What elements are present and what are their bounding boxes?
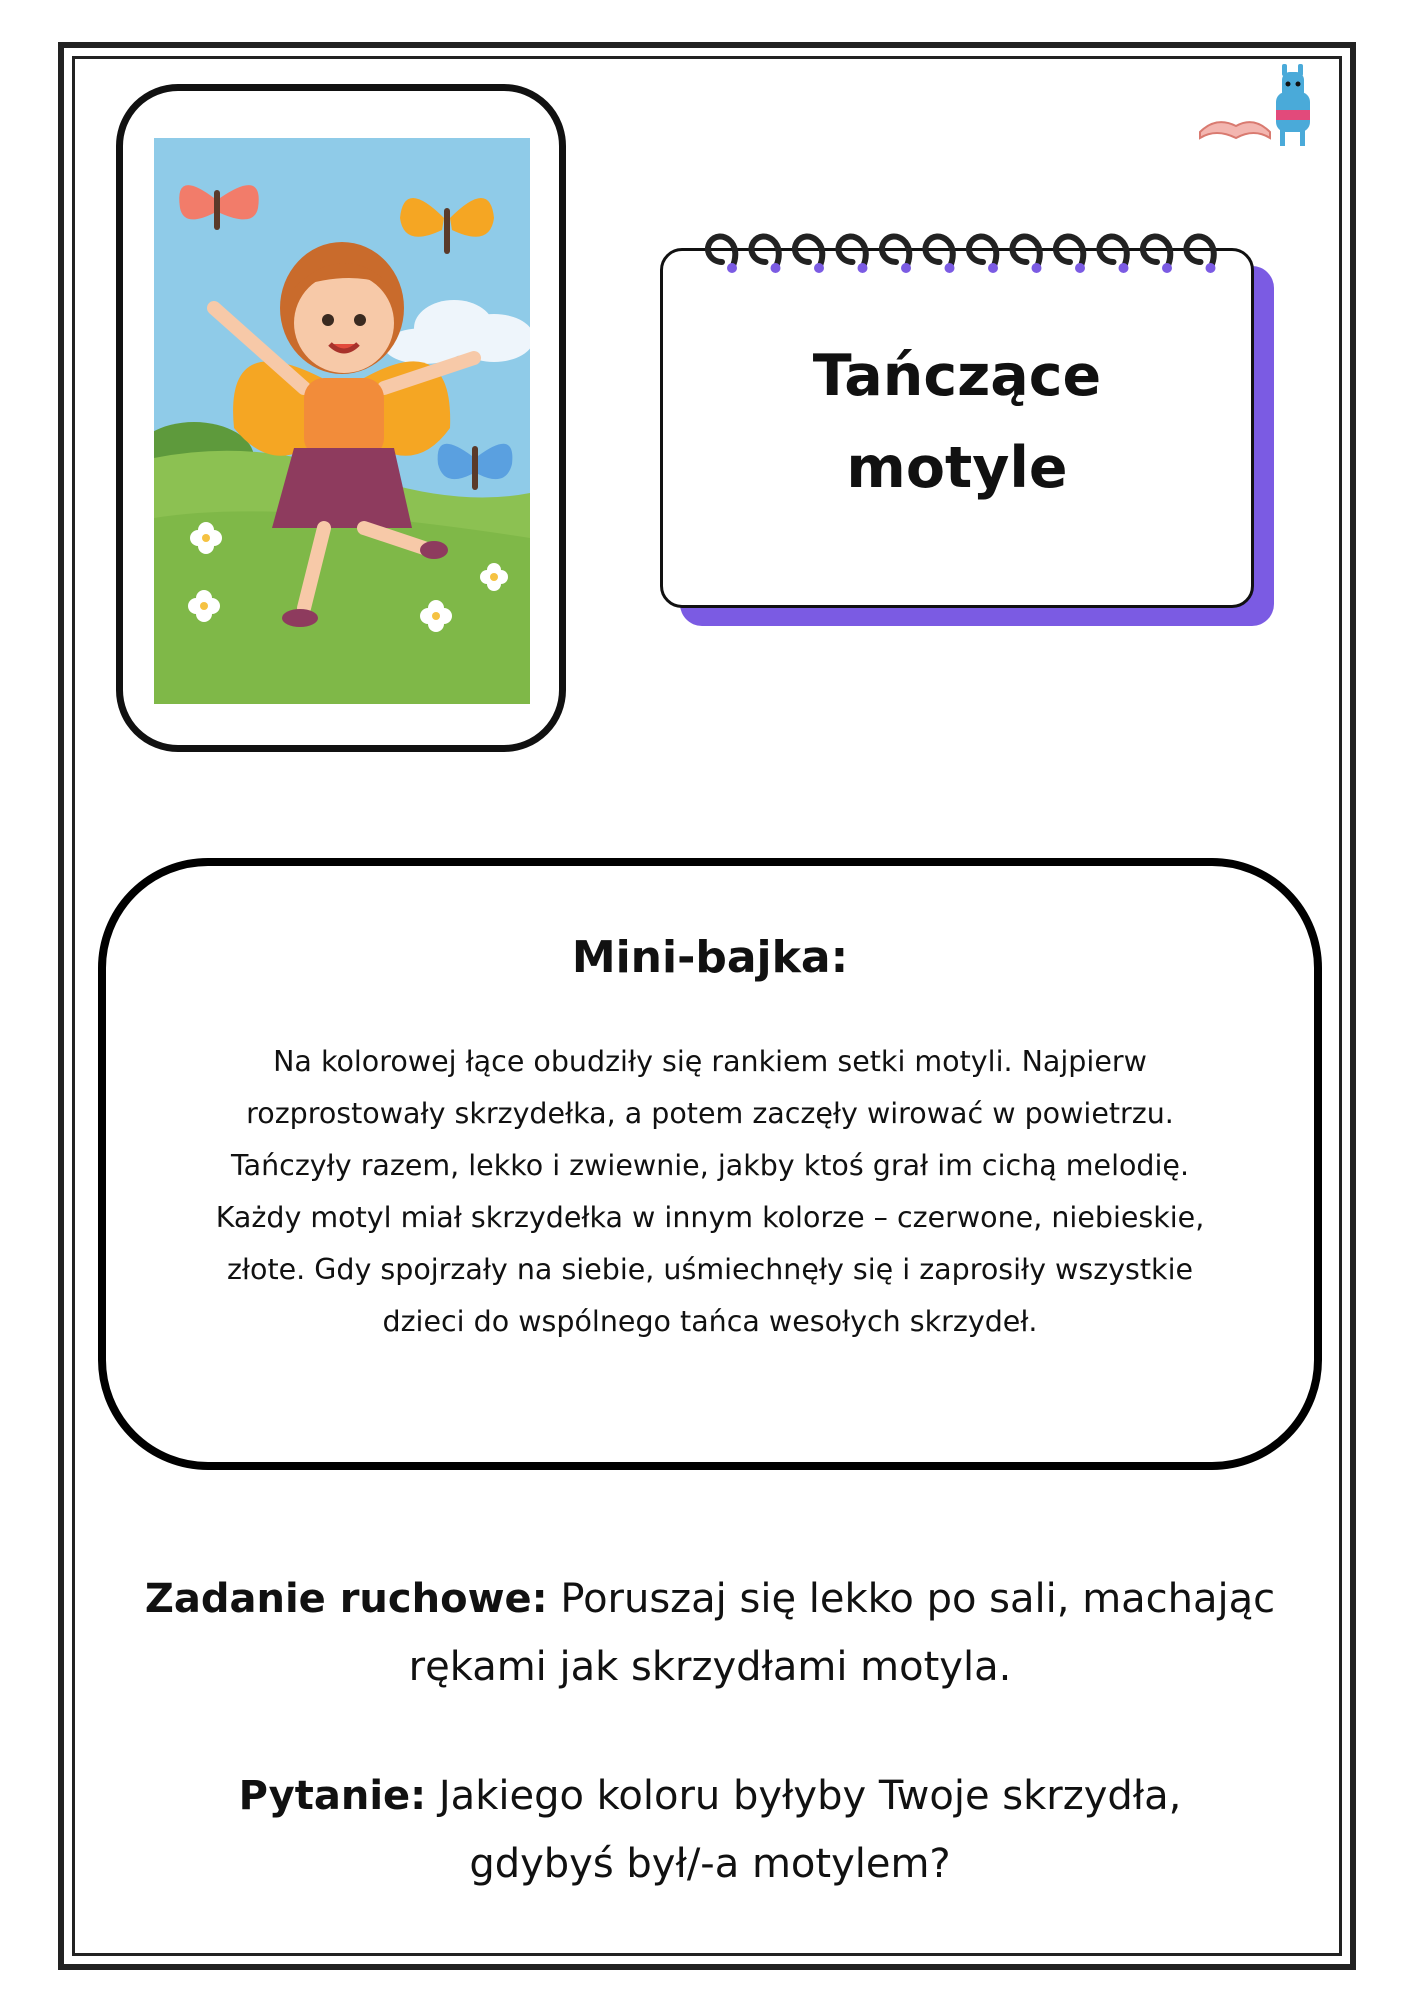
spiral-hole <box>901 263 911 273</box>
spiral-hole <box>988 263 998 273</box>
question-label: Pytanie: <box>238 1773 427 1819</box>
girl-butterfly-illustration <box>154 138 530 704</box>
question <box>60 1762 1360 1898</box>
spiral-hole <box>858 263 868 273</box>
spiral-hole <box>814 263 824 273</box>
story-line: Tańczyły razem, lekko i zwiewnie, jakby ktoś grał im cichą melodię. <box>230 1149 1190 1182</box>
story-heading: Mini-bajka: <box>571 932 849 983</box>
story-line: dzieci do wspólnego tańca wesołych skrzydeł. <box>382 1305 1038 1338</box>
story-line: złote. Gdy spojrzały na siebie, uśmiechnęły się i zaprosiły wszystkie <box>226 1253 1194 1286</box>
movement-task-text-1: Poruszaj się lekko po sali, machając <box>547 1576 1276 1622</box>
spiral-hole <box>1206 263 1216 273</box>
story-text <box>110 1036 1310 1348</box>
spiral-hole <box>771 263 781 273</box>
movement-task <box>60 1565 1360 1701</box>
spiral-hole <box>1075 263 1085 273</box>
llama-with-book-logo-icon <box>1196 62 1326 150</box>
spiral-hole <box>1032 263 1042 273</box>
movement-task-text-2: rękami jak skrzydłami motyla. <box>408 1644 1012 1690</box>
movement-task-label: Zadanie ruchowe: <box>144 1576 548 1622</box>
story-line: Każdy motyl miał skrzydełka w innym kolorze – czerwone, niebieskie, <box>215 1201 1205 1234</box>
spiral-hole <box>727 263 737 273</box>
page-title-line-1: Tańczące <box>812 343 1102 409</box>
spiral-binding-icon <box>700 222 1220 282</box>
story-line: rozprostowały skrzydełka, a potem zaczęły wirować w powietrzu. <box>246 1097 1174 1130</box>
page-title-line-2: motyle <box>846 435 1068 501</box>
question-text-2: gdybyś był/-a motylem? <box>469 1841 951 1887</box>
spiral-hole <box>945 263 955 273</box>
spiral-hole <box>1162 263 1172 273</box>
question-text-1: Jakiego koloru byłyby Twoje skrzydła, <box>426 1773 1182 1819</box>
question-line-1 <box>60 1762 1360 1830</box>
page-title <box>660 330 1254 514</box>
movement-task-line-1 <box>60 1565 1360 1633</box>
spiral-hole <box>1119 263 1129 273</box>
story-line: Na kolorowej łące obudziły się rankiem setki motyli. Najpierw <box>273 1045 1147 1078</box>
